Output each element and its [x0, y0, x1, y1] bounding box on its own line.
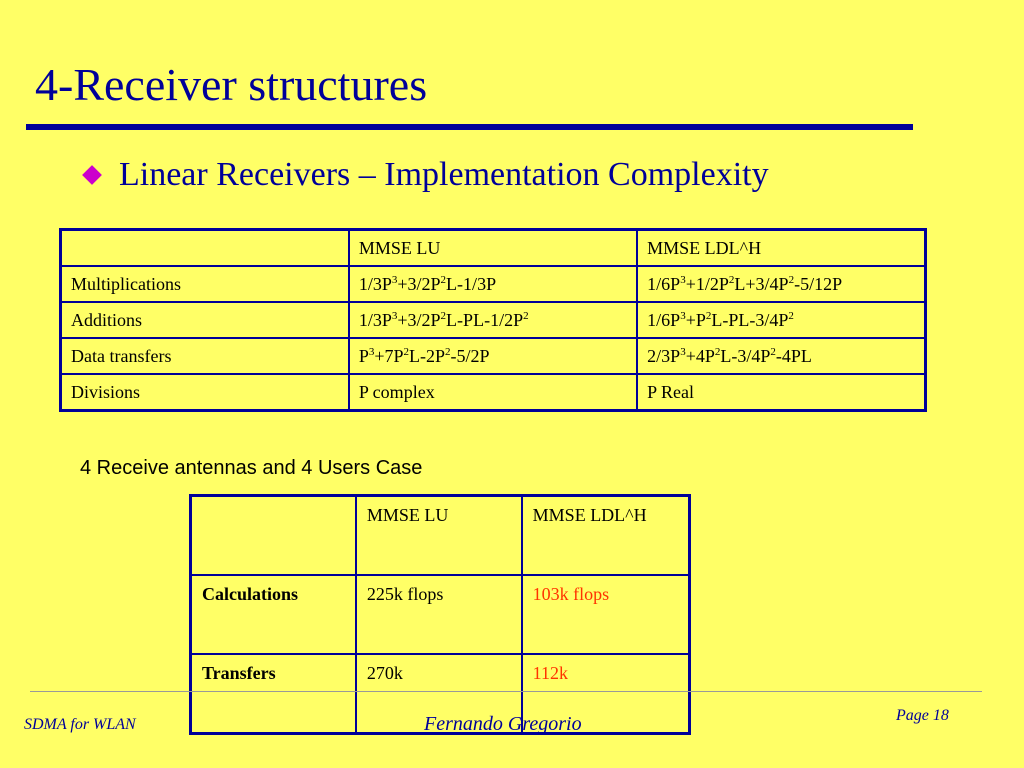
page-number: Page 18	[896, 707, 949, 724]
header-cell-empty	[61, 230, 349, 267]
table-row	[61, 374, 926, 411]
cell-mmse-ldl: 103k flops	[522, 575, 690, 654]
row-label: Additions	[61, 302, 349, 338]
table-row	[191, 575, 690, 654]
cell-mmse-ldl: 112k	[522, 654, 690, 734]
cell-mmse-ldl: $1/6P^3+1/2P^2L+3/4P^2-5/12P$	[637, 266, 925, 302]
table-row	[61, 266, 926, 302]
slide-title: 4-Receiver structures	[35, 59, 428, 110]
cell-mmse-ldl: $2/3P^3+4P^2L-3/4P^2-4PL$	[637, 338, 925, 374]
table-header-row	[191, 496, 690, 576]
row-label: Divisions	[61, 374, 349, 411]
footer-divider	[30, 691, 982, 692]
cell-mmse-lu: $1/3P^3+3/2P^2L-1/3P$	[349, 266, 637, 302]
table-header-row	[61, 230, 926, 267]
table-row	[61, 302, 926, 338]
cell-mmse-lu: $P^3+7P^2L-2P^2-5/2P$	[349, 338, 637, 374]
cell-mmse-ldl: P Real	[637, 374, 925, 411]
diamond-bullet-icon	[82, 165, 102, 185]
cell-mmse-lu: P complex	[349, 374, 637, 411]
complexity-table	[59, 228, 927, 412]
footer-course-title: SDMA for WLAN	[24, 716, 136, 733]
bullet-item	[82, 156, 769, 194]
cell-mmse-lu: 270k	[356, 654, 522, 734]
row-label: Data transfers	[61, 338, 349, 374]
case-table	[189, 494, 691, 735]
header-cell-empty	[191, 496, 356, 576]
title-underline	[26, 124, 913, 130]
header-cell-mmse-lu: MMSE LU	[349, 230, 637, 267]
row-label: Multiplications	[61, 266, 349, 302]
header-cell-mmse-lu: MMSE LU	[356, 496, 522, 576]
cell-mmse-lu: $1/3P^3+3/2P^2L-PL-1/2P^2$	[349, 302, 637, 338]
row-label: Transfers	[191, 654, 356, 734]
header-cell-mmse-ldl: MMSE LDL^H	[637, 230, 925, 267]
case-caption: 4 Receive antennas and 4 Users Case	[80, 457, 423, 479]
bullet-text: Linear Receivers – Implementation Complexity	[119, 156, 769, 193]
cell-mmse-ldl: $1/6P^3+P^2L-PL-3/4P^2$	[637, 302, 925, 338]
cell-mmse-lu: 225k flops	[356, 575, 522, 654]
row-label: Calculations	[191, 575, 356, 654]
table-row	[61, 338, 926, 374]
header-cell-mmse-ldl: MMSE LDL^H	[522, 496, 690, 576]
footer-author: Fernando Gregorio	[424, 713, 582, 735]
